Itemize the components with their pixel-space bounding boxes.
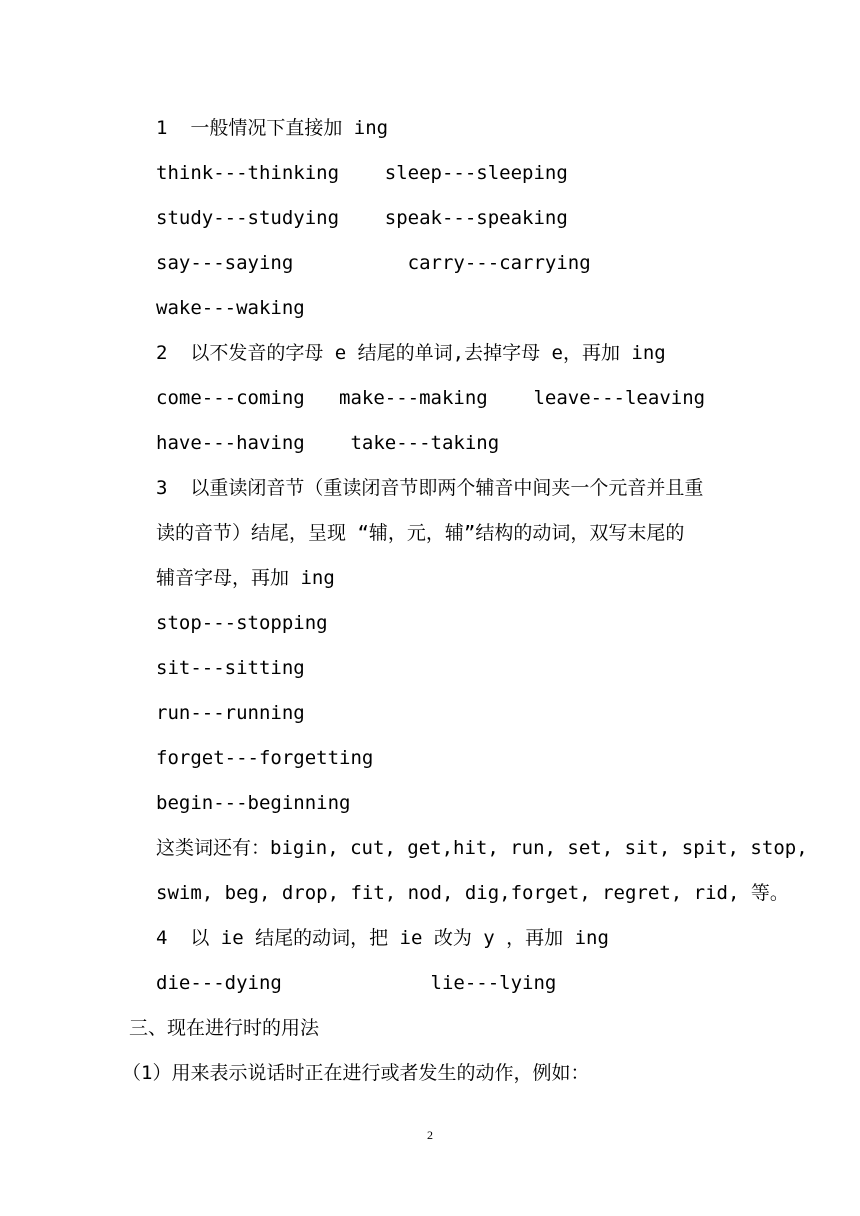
word-list: 这类词还有：bigin, cut, get,hit, run, set, sit, spit, stop, [156, 837, 808, 859]
rule-4-heading: 4 以 ie 结尾的动词，把 ie 改为 y ，再加 ing [156, 927, 609, 949]
usage-item: （1）用来表示说话时正在进行或者发生的动作，例如： [122, 1062, 590, 1084]
rule-3-text: 辅音字母，再加 ing [156, 567, 335, 589]
example-line: have---having take---taking [156, 432, 500, 454]
example-line: sit---sitting [156, 657, 305, 679]
example-line: stop---stopping [156, 612, 328, 634]
example-line: begin---beginning [156, 792, 351, 814]
rule-3-text: 读的音节）结尾，呈现 “辅，元，辅”结构的动词，双写末尾的 [156, 522, 685, 544]
page-number: 2 [427, 1128, 433, 1142]
section-heading: 三、现在进行时的用法 [129, 1017, 320, 1039]
example-line: think---thinking sleep---sleeping [156, 162, 568, 184]
example-line: say---saying carry---carrying [156, 252, 591, 274]
rule-2-heading: 2 以不发音的字母 e 结尾的单词,去掉字母 e，再加 ing [156, 342, 666, 364]
rule-1-heading: 1 一般情况下直接加 ing [156, 117, 389, 139]
example-line: run---running [156, 702, 305, 724]
rule-3-heading: 3 以重读闭音节（重读闭音节即两个辅音中间夹一个元音并且重 [156, 477, 704, 499]
example-line: come---coming make---making leave---leaving [156, 387, 706, 409]
example-line: forget---forgetting [156, 747, 374, 769]
word-list: swim, beg, drop, fit, nod, dig,forget, regret, rid, 等。 [156, 882, 789, 904]
example-line: die---dying lie---lying [156, 972, 557, 994]
example-line: wake---waking [156, 297, 305, 319]
example-line: study---studying speak---speaking [156, 207, 568, 229]
